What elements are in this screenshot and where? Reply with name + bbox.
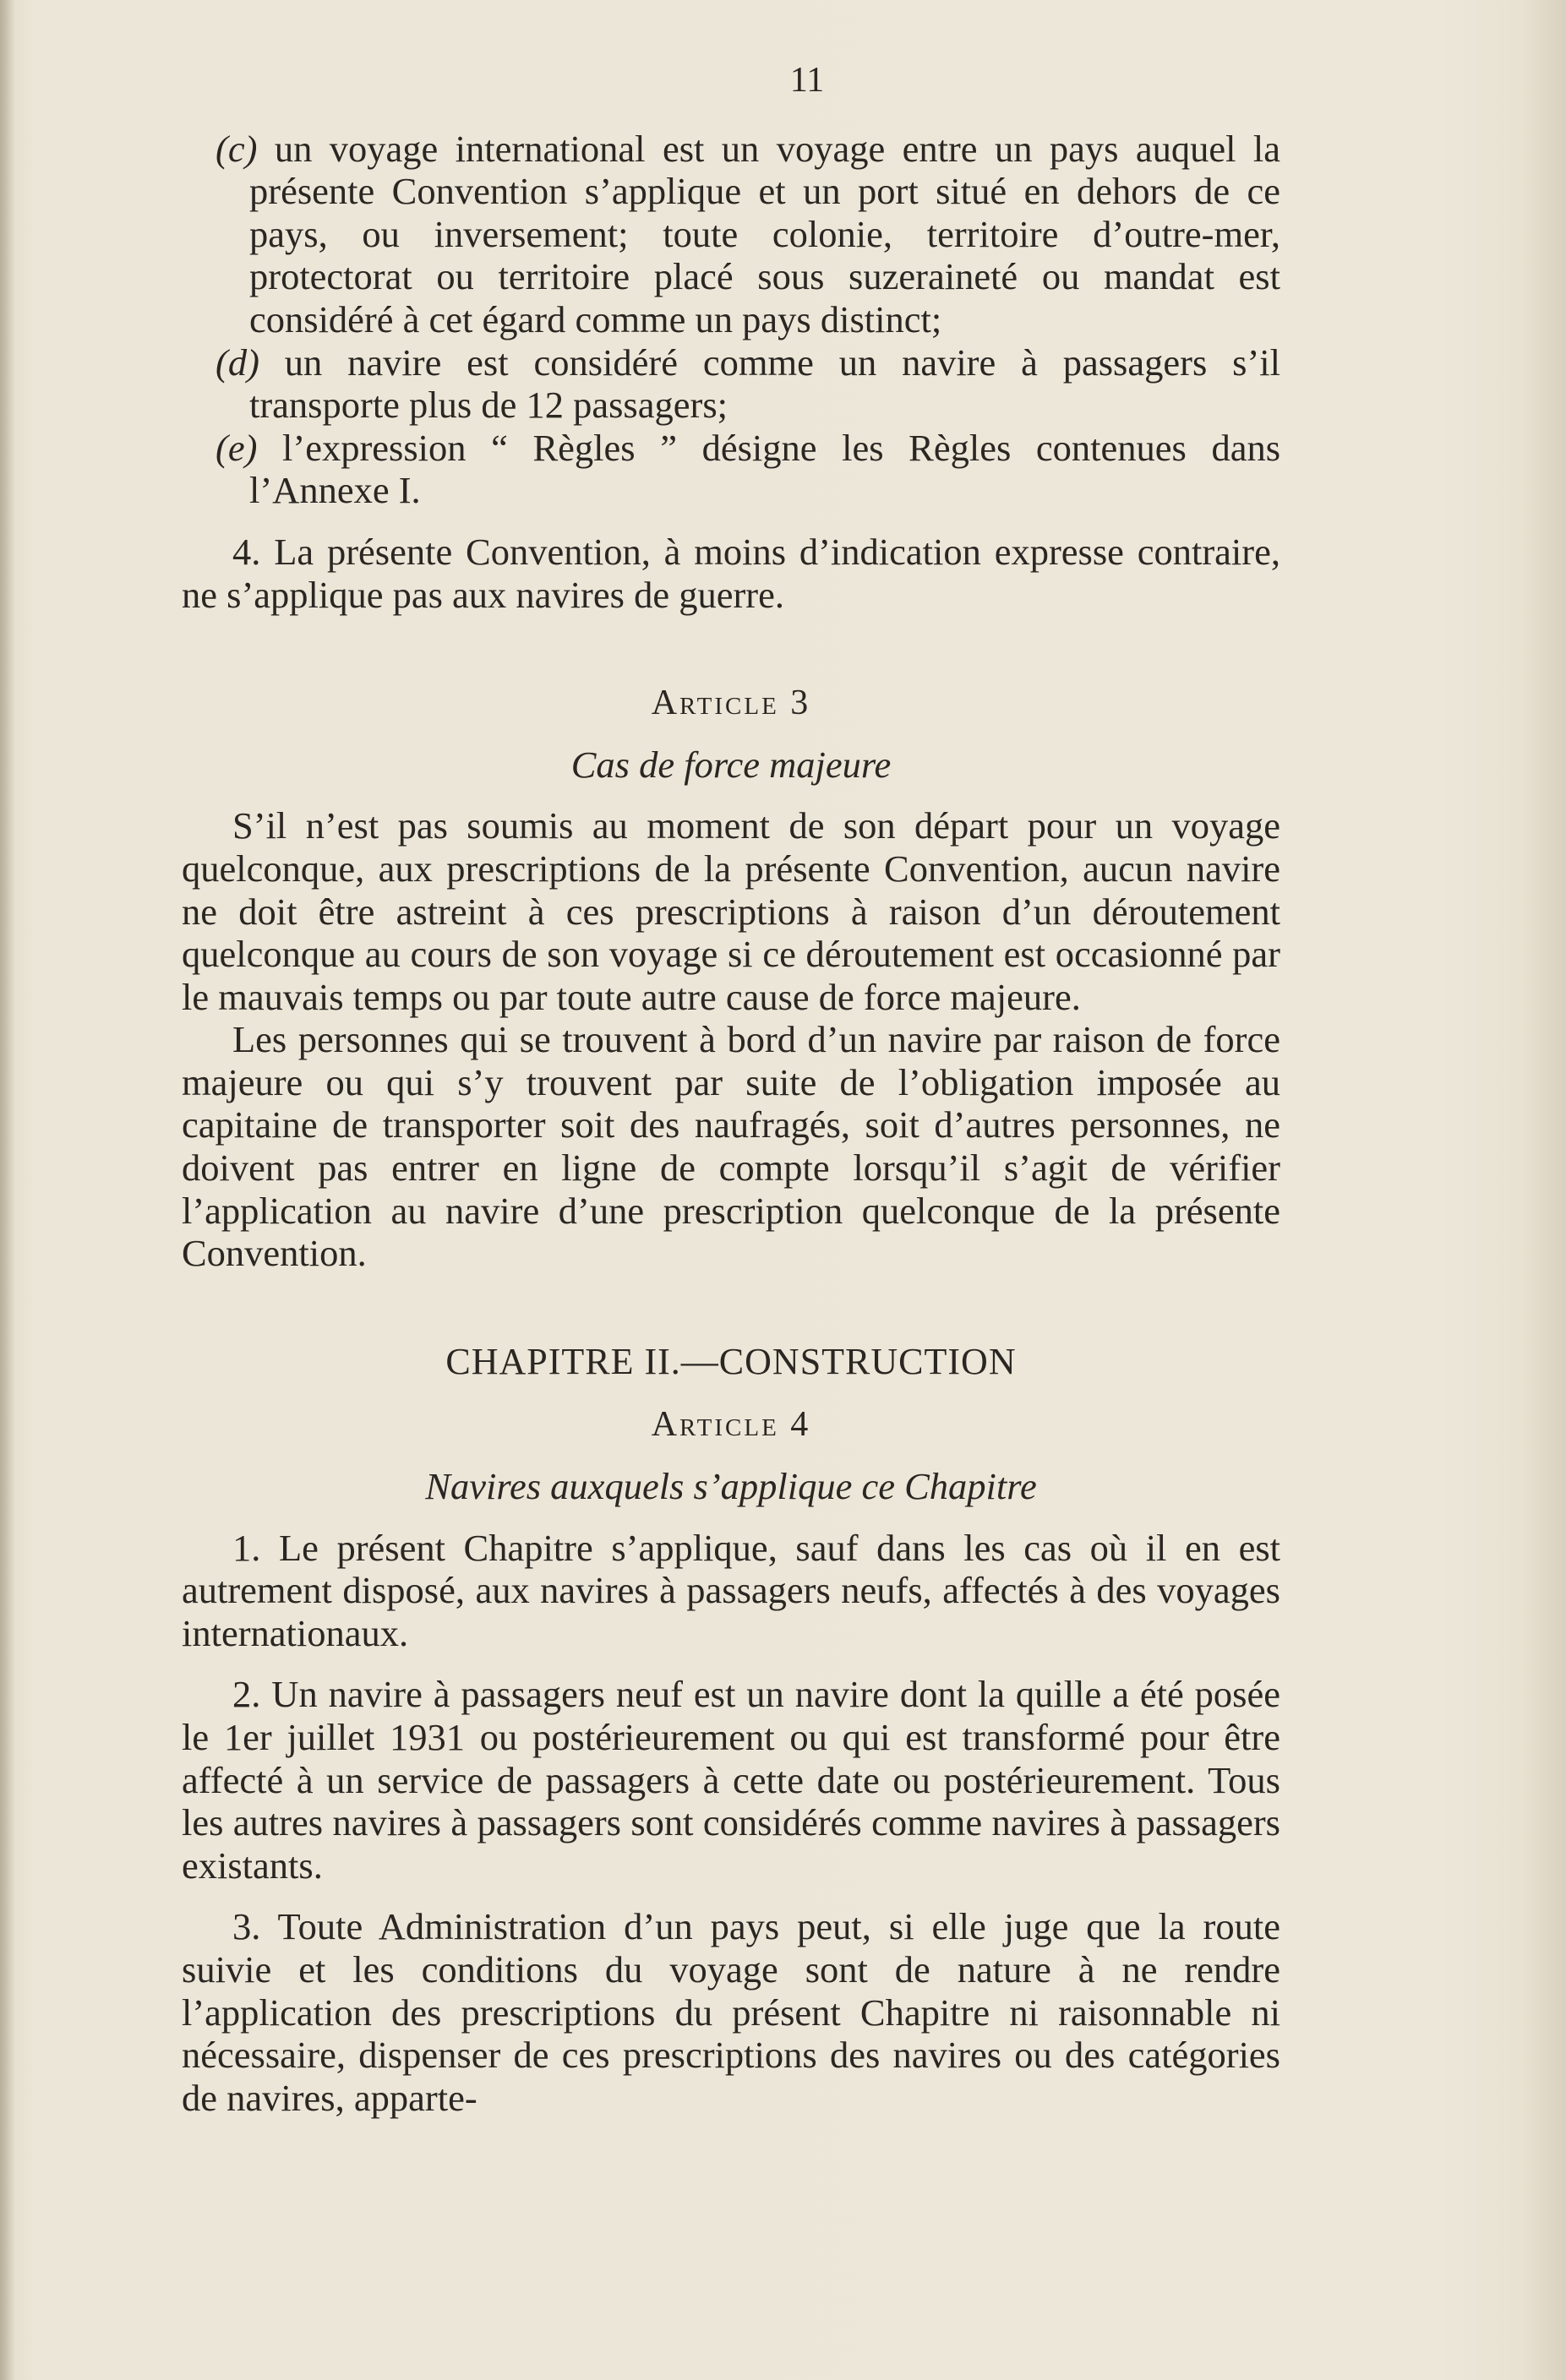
article-3-heading: Article 3 <box>651 684 811 723</box>
list-item-label: (c) <box>216 127 258 170</box>
article-3-title: Cas de force majeure <box>570 743 892 786</box>
article-4-paragraph: 3. Toute Administration d’un pays peut, si elle juge que la route suivie et les conditions du voyage sont de nature à ne rendre l’application des prescriptions du présent Chapitre ni raisonnable ni nécessaire, dispenser de ces prescriptions des navires ou des catégories de navires, apparte- <box>182 1905 1280 2119</box>
page-number: 11 <box>789 61 825 100</box>
chapter-heading: CHAPITRE II.—CONSTRUCTION <box>445 1340 1017 1382</box>
list-item-e <box>216 427 1280 512</box>
article-3-paragraph: Les personnes qui se trouvent à bord d’un navire par raison de force majeure ou qui s’y trouvent par suite de l’obligation imposée au capitaine de transporter soit des naufragés, soit d’autres personnes, ne doivent pas entrer en ligne de compte lorsqu’il s’agit de vérifier l’application au navire d’une prescription quelconque de la présente Convention. <box>182 1018 1280 1275</box>
list-item-c <box>216 128 1280 341</box>
article-4-title: Navires auxquels s’applique ce Chapitre <box>425 1465 1037 1508</box>
article-3-paragraph: S’il n’est pas soumis au moment de son départ pour un voyage quelconque, aux prescriptions de la présente Convention, aucun navire ne doit être astreint à ces prescriptions à raison d’un déroutement quelconque au cours de son voyage si ce déroutement est occasionné par le mauvais temps ou par toute autre cause de force majeure. <box>182 804 1280 1018</box>
binding-shadow <box>0 0 15 2380</box>
article-4-heading: Article 4 <box>651 1405 811 1445</box>
article-4-paragraph: 2. Un navire à passagers neuf est un navire dont la quille a été posée le 1er juillet 1931 ou postérieurement ou qui est transformé pour être affecté à un service de passagers à cette date ou postérieurement. Tous les autres navires à passagers sont considérés comme navires à passagers existants. <box>182 1673 1280 1887</box>
page-content <box>182 59 1280 2119</box>
list-item-text: l’expression “ Règles ” désigne les Règles contenues dans l’Annexe I. <box>249 426 1281 512</box>
list-item-d <box>216 341 1280 427</box>
list-item-text: un navire est considéré comme un navire à passagers s’il transporte plus de 12 passagers; <box>249 340 1280 427</box>
list-item-label: (e) <box>216 426 258 469</box>
list-item-text: un voyage international est un voyage entre un pays auquel la présente Convention s’applique et un port situé en dehors de ce pays, ou inversement; toute colonie, territoire d’outre-mer, protectorat ou territoire placé sous suzeraineté ou mandat est considéré à cet égard comme un pays distinct; <box>249 127 1281 340</box>
article-4-paragraph: 1. Le présent Chapitre s’applique, sauf dans les cas où il en est autrement disposé, aux navires à passagers neufs, affectés à des voyages internationaux. <box>182 1526 1280 1654</box>
paragraph-4: 4. La présente Convention, à moins d’indication expresse contraire, ne s’applique pas aux navires de guerre. <box>182 530 1280 616</box>
list-item-label: (d) <box>216 340 259 384</box>
